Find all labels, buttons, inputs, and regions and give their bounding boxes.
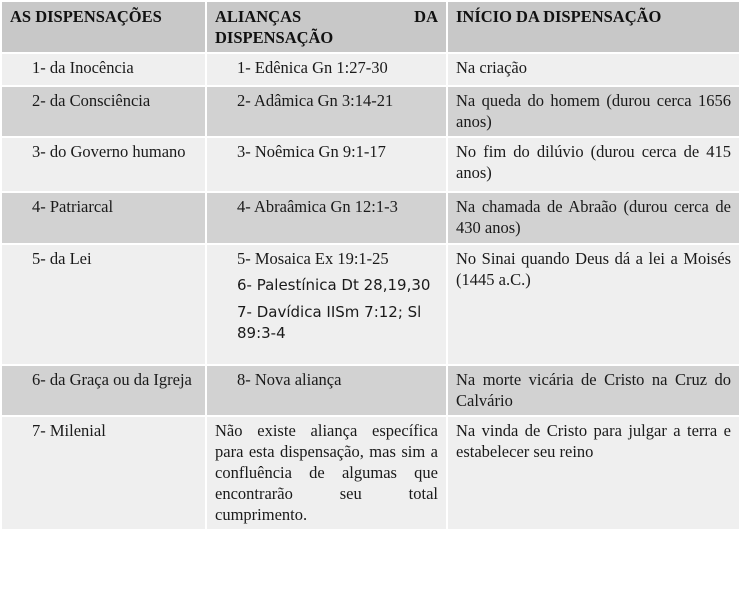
- alianca-item: 5- Mosaica Ex 19:1-25: [237, 249, 389, 268]
- alianca-item: 1- Edênica Gn 1:27-30: [237, 58, 388, 77]
- dispensacao-cell: 6- da Graça ou da Igreja: [1, 365, 206, 416]
- dispensacao-cell: 3- do Governo humano: [1, 137, 206, 192]
- aliancas-cell: [206, 365, 447, 416]
- alianca-item: 2- Adâmica Gn 3:14-21: [237, 91, 394, 110]
- table-body: [1, 53, 739, 530]
- header-row: [1, 1, 739, 53]
- table-row: [1, 416, 739, 530]
- table-row: [1, 53, 739, 86]
- dispensacao-cell: 1- da Inocência: [1, 53, 206, 86]
- alianca-item: 7- Davídica IISm 7:12; Sl 89:3-4: [237, 303, 422, 342]
- alianca-item: Não existe aliança específica para esta dispensação, mas sim a confluência de algumas que encontrarão seu total cumprimento.: [215, 421, 438, 524]
- inicio-cell: Na queda do homem (durou cerca 1656 anos): [447, 86, 739, 137]
- header-inicio: INÍCIO DA DISPENSAÇÃO: [447, 1, 739, 53]
- inicio-cell: No fim do dilúvio (durou cerca de 415 anos): [447, 137, 739, 192]
- alianca-item: 6- Palestínica Dt 28,19,30: [237, 276, 431, 294]
- header-aliancas: [206, 1, 447, 53]
- aliancas-cell: [206, 416, 447, 530]
- table-row: [1, 137, 739, 192]
- aliancas-cell: [206, 244, 447, 365]
- table-row: [1, 86, 739, 137]
- aliancas-cell: [206, 192, 447, 244]
- aliancas-cell: [206, 53, 447, 86]
- header-dispensacoes: AS DISPENSAÇÕES: [1, 1, 206, 53]
- table-row: [1, 365, 739, 416]
- header-dispensacao-word: DISPENSAÇÃO: [215, 28, 334, 47]
- dispensacao-cell: 5- da Lei: [1, 244, 206, 365]
- table-row: [1, 192, 739, 244]
- inicio-cell: Na morte vicária de Cristo na Cruz do Calvário: [447, 365, 739, 416]
- dispensacao-cell: 2- da Consciência: [1, 86, 206, 137]
- dispensacao-cell: 7- Milenial: [1, 416, 206, 530]
- alianca-item: 3- Noêmica Gn 9:1-17: [237, 142, 386, 161]
- inicio-cell: No Sinai quando Deus dá a lei a Moisés (1445 a.C.): [447, 244, 739, 365]
- table-row: [1, 244, 739, 365]
- inicio-cell: Na criação: [447, 53, 739, 86]
- header-da-word: DA: [414, 7, 438, 26]
- inicio-cell: Na vinda de Cristo para julgar a terra e estabelecer seu reino: [447, 416, 739, 530]
- dispensacao-cell: 4- Patriarcal: [1, 192, 206, 244]
- alianca-item: 4- Abraâmica Gn 12:1-3: [237, 197, 398, 216]
- inicio-cell: Na chamada de Abraão (durou cerca de 430 anos): [447, 192, 739, 244]
- alianca-item: 8- Nova aliança: [237, 370, 342, 389]
- aliancas-cell: [206, 86, 447, 137]
- aliancas-cell: [206, 137, 447, 192]
- header-aliancas-word: ALIANÇAS: [215, 7, 302, 26]
